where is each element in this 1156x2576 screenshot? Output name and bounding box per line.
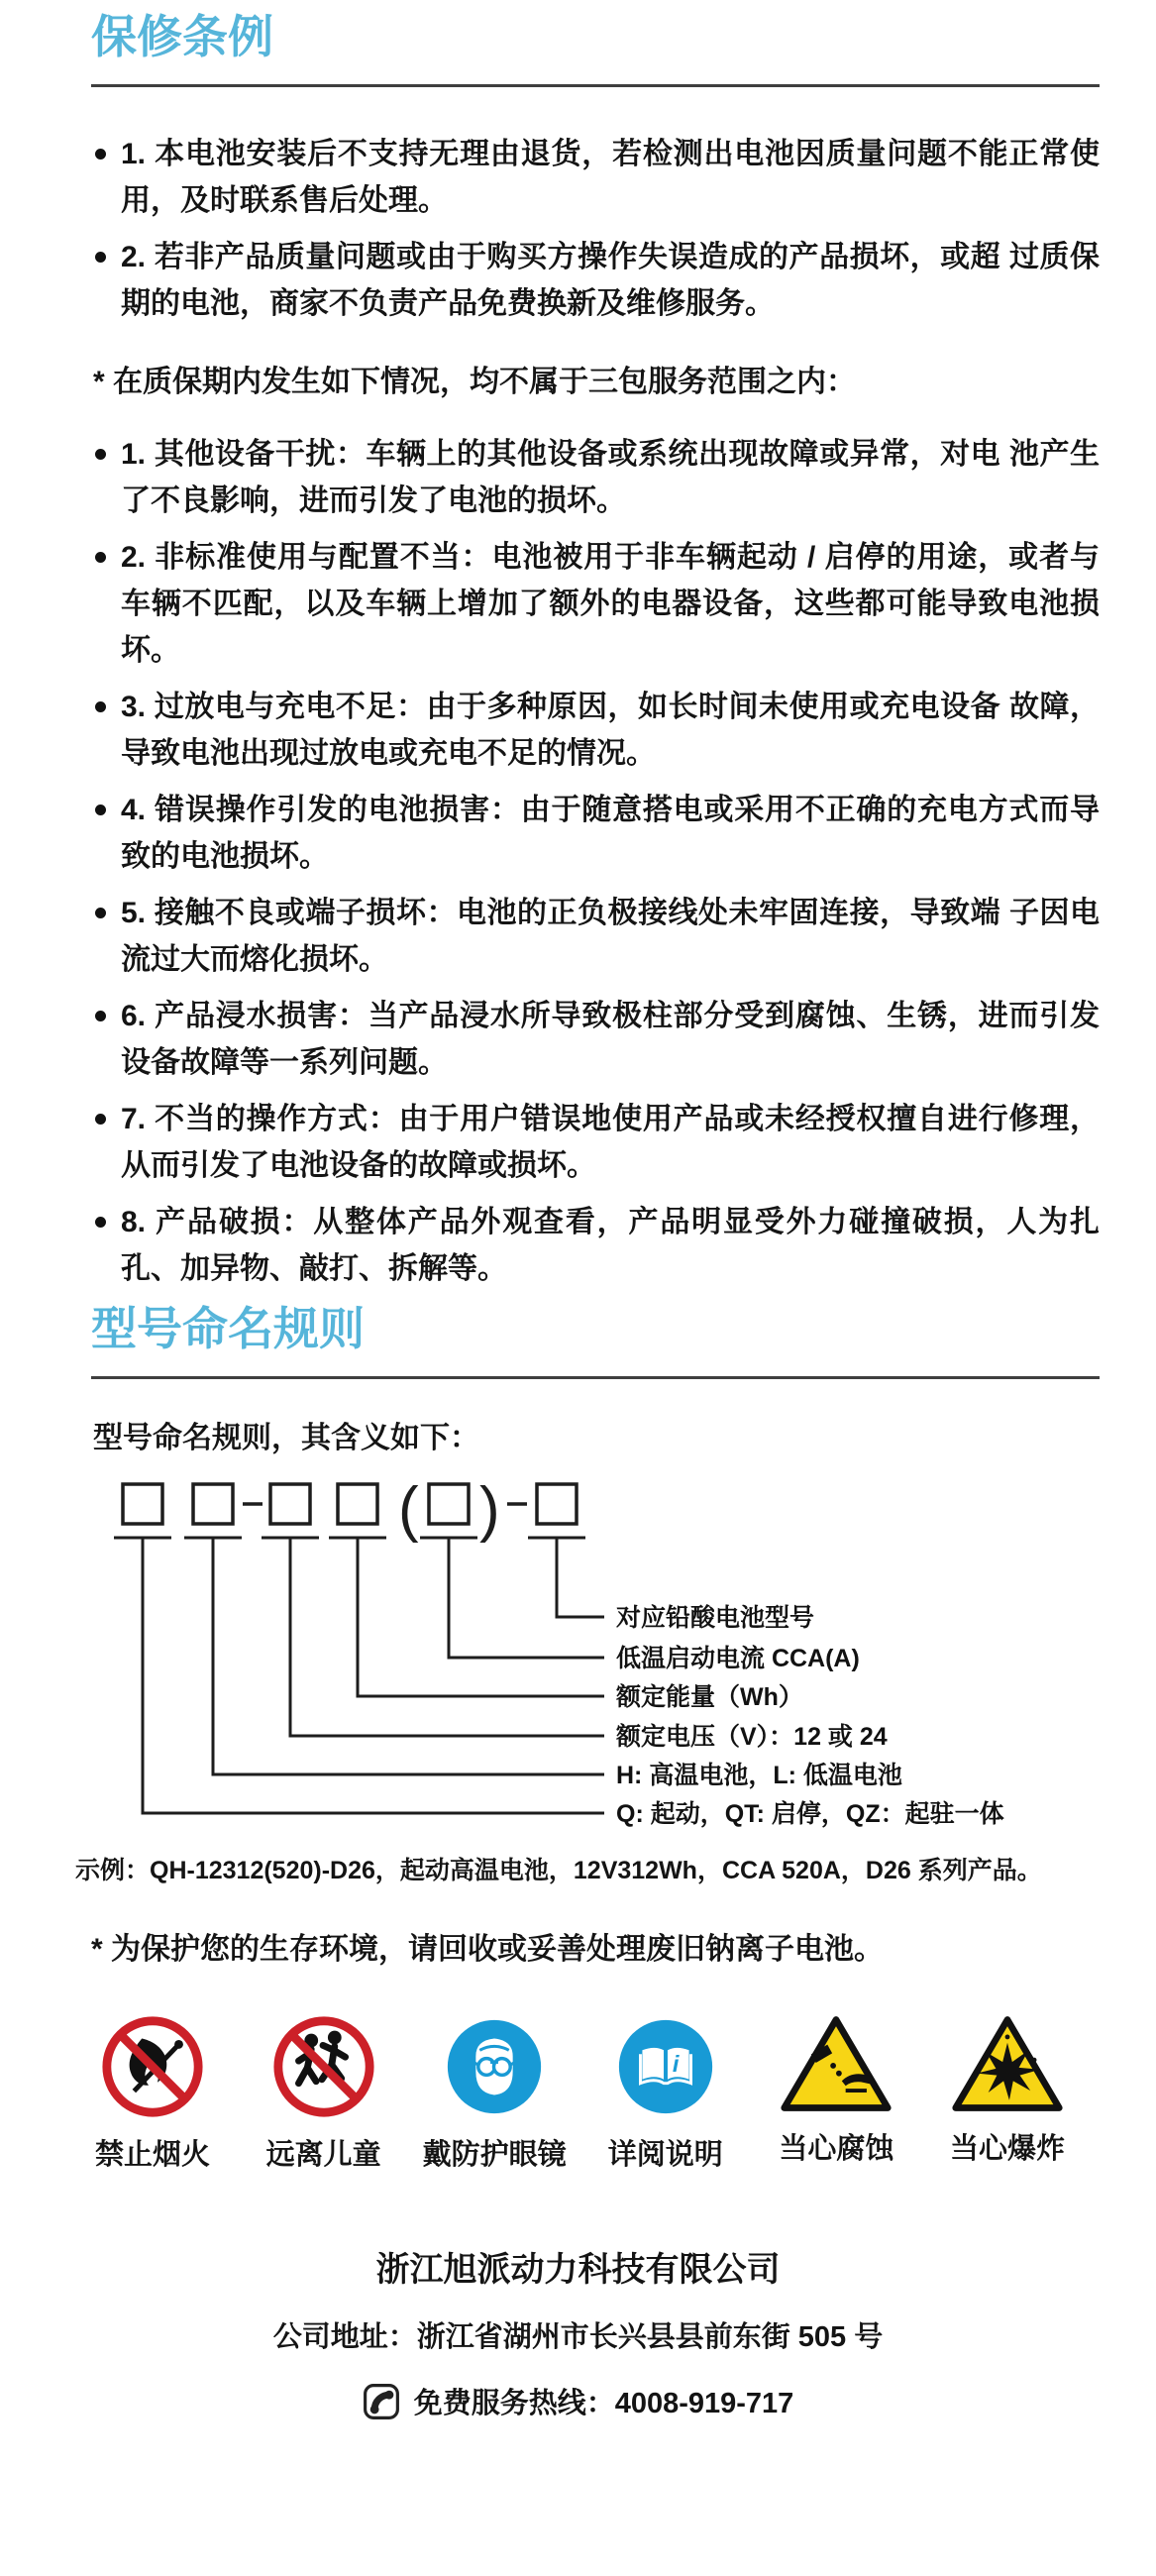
diagram-label-rated-energy: 额定能量（Wh） (616, 1683, 803, 1712)
exclusion-list-item-text: 7. 不当的操作方式：由于用户错误地使用产品或未经授权擅自进行修理，从而引发了电池设备的故障或损坏。 (121, 1103, 1100, 1183)
section-divider (91, 84, 1100, 87)
warranty-section (0, 10, 1156, 1292)
diagram-label-rated-voltage: 额定电压（V）：12 或 24 (616, 1723, 888, 1752)
exclusion-list-item-text: 2. 非标准使用与配置不当：电池被用于非车辆起动 / 启停的用途，或者与车辆不匹配，以及车辆上增加了额外的电器设备，这些都可能导致电池损坏。 (121, 541, 1100, 668)
corrosion-warning-icon (779, 2013, 893, 2114)
read-instructions-icon (612, 2013, 719, 2120)
exclusion-list-item (95, 534, 1100, 674)
bullet-dot (95, 908, 106, 918)
connector-line (557, 1538, 604, 1617)
model-naming-diagram (61, 1478, 1092, 1845)
safety-item-no-fire (73, 2013, 232, 2173)
keep-away-from-children-icon (270, 2013, 377, 2120)
model-naming-example: 示例：QH-12312(520)-D26，起动高温电池，12V312Wh，CCA 520A，D26 系列产品。 (75, 1857, 1042, 1885)
safety-item-goggles (415, 2013, 574, 2173)
model-code-box (338, 1484, 377, 1524)
warranty-list-item (95, 234, 1100, 327)
safety-item-manual (586, 2013, 745, 2173)
model-naming-section-title: 型号命名规则 (91, 1303, 365, 1355)
model-code-box (429, 1484, 469, 1524)
phone-icon (363, 2383, 400, 2420)
bullet-dot (95, 1011, 106, 1021)
bullet-dot (95, 552, 106, 563)
diagram-label-start-type: Q: 起动，QT: 启停，QZ：起驻一体 (616, 1800, 1004, 1829)
diagram-label-cca-current: 低温启动电流 CCA(A) (616, 1645, 860, 1673)
open-paren: ( (398, 1478, 419, 1545)
bullet-dot (95, 1114, 106, 1125)
bullet-dot (95, 1217, 106, 1228)
bullet-dot (95, 252, 106, 263)
bullet-dot (95, 701, 106, 712)
bullet-dot (95, 805, 106, 815)
safety-label: 当心腐蚀 (779, 2133, 894, 2166)
exclusion-list-item (95, 890, 1100, 983)
book-i-glyph: i (672, 2051, 680, 2078)
safety-item-corrosion (757, 2013, 915, 2167)
warranty-list-item-text: 2. 若非产品质量问题或由于购买方操作失误造成的产品损坏，或超 过质保期的电池，商家不负责产品免费换新及维修服务。 (121, 241, 1100, 321)
exclusion-list-item (95, 431, 1100, 524)
company-address: 公司地址：浙江省湖州市长兴县县前东街 505 号 (272, 2321, 884, 2354)
exclusion-list-item-text: 4. 错误操作引发的电池损害：由于随意搭电或采用不正确的充电方式而导致的电池损坏。 (121, 794, 1100, 874)
company-footer (0, 2242, 1156, 2421)
diagram-label-lead-acid-model: 对应铅酸电池型号 (616, 1604, 815, 1633)
safety-label: 详阅说明 (607, 2139, 723, 2172)
exclusion-list-item (95, 993, 1100, 1086)
service-hotline (0, 2381, 1156, 2421)
exclusion-list-item-text: 6. 产品浸水损害：当产品浸水所导致极柱部分受到腐蚀、生锈，进而引发设备故障等一系列问题。 (121, 1000, 1100, 1080)
exclusion-list (95, 431, 1100, 1292)
exclusion-list-item (95, 1199, 1100, 1292)
exclusion-list-item (95, 1096, 1100, 1189)
model-code-box (193, 1484, 233, 1524)
diagram-label-temperature-type: H: 高温电池，L: 低温电池 (616, 1762, 902, 1790)
model-code-box (270, 1484, 310, 1524)
warranty-list-item (95, 131, 1100, 224)
safety-label: 禁止烟火 (94, 2139, 210, 2172)
exclusion-list-item (95, 684, 1100, 777)
safety-label: 戴防护眼镜 (422, 2139, 567, 2172)
safety-icon-row (73, 2013, 1087, 2173)
model-code-box (537, 1484, 577, 1524)
no-open-flames-icon (99, 2013, 206, 2120)
explosion-warning-icon (950, 2013, 1065, 2114)
model-code-box (123, 1484, 162, 1524)
exclusion-list-item-text: 3. 过放电与充电不足：由于多种原因，如长时间未使用或充电设备 故障，导致电池出现过放电或充电不足的情况。 (121, 691, 1100, 771)
exclusion-list-item-text: 1. 其他设备干扰：车辆上的其他设备或系统出现故障或异常，对电 池产生了不良影响，进而引发了电池的损坏。 (121, 438, 1100, 518)
bullet-dot (95, 449, 106, 460)
safety-item-children (245, 2013, 403, 2173)
exclusion-list-item-text: 8. 产品破损：从整体产品外观查看，产品明显受外力碰撞破损，人为扎孔、加异物、敲打、拆解等。 (121, 1206, 1100, 1286)
warranty-list-item-text: 1. 本电池安装后不支持无理由退货，若检测出电池因质量问题不能正常使用，及时联系售后处理。 (121, 138, 1100, 218)
warranty-section-title: 保修条例 (91, 11, 273, 62)
environment-note: * 为保护您的生存环境，请回收或妥善处理废旧钠离子电池。 (91, 1933, 885, 1967)
model-naming-intro: 型号命名规则，其含义如下： (93, 1422, 479, 1455)
safety-label: 远离儿童 (265, 2139, 381, 2172)
section-divider (91, 1376, 1100, 1379)
connector-line (449, 1538, 604, 1658)
exclusion-list-item (95, 787, 1100, 880)
safety-label: 当心爆炸 (949, 2133, 1065, 2166)
warranty-list (95, 131, 1100, 327)
warranty-scope-note: * 在质保期内发生如下情况，均不属于三包服务范围之内： (93, 366, 857, 399)
service-hotline-text: 免费服务热线：4008-919-717 (413, 2388, 794, 2420)
safety-item-explosion (928, 2013, 1087, 2167)
bullet-dot (95, 149, 106, 160)
model-naming-section (0, 1302, 1156, 1968)
exclusion-list-item-text: 5. 接触不良或端子损坏：电池的正负极接线处未牢固连接，导致端 子因电流过大而熔化损坏。 (121, 897, 1100, 977)
company-name: 浙江旭派动力科技有限公司 (375, 2251, 781, 2290)
wear-eye-protection-icon (441, 2013, 548, 2120)
close-paren: ) (479, 1478, 500, 1545)
